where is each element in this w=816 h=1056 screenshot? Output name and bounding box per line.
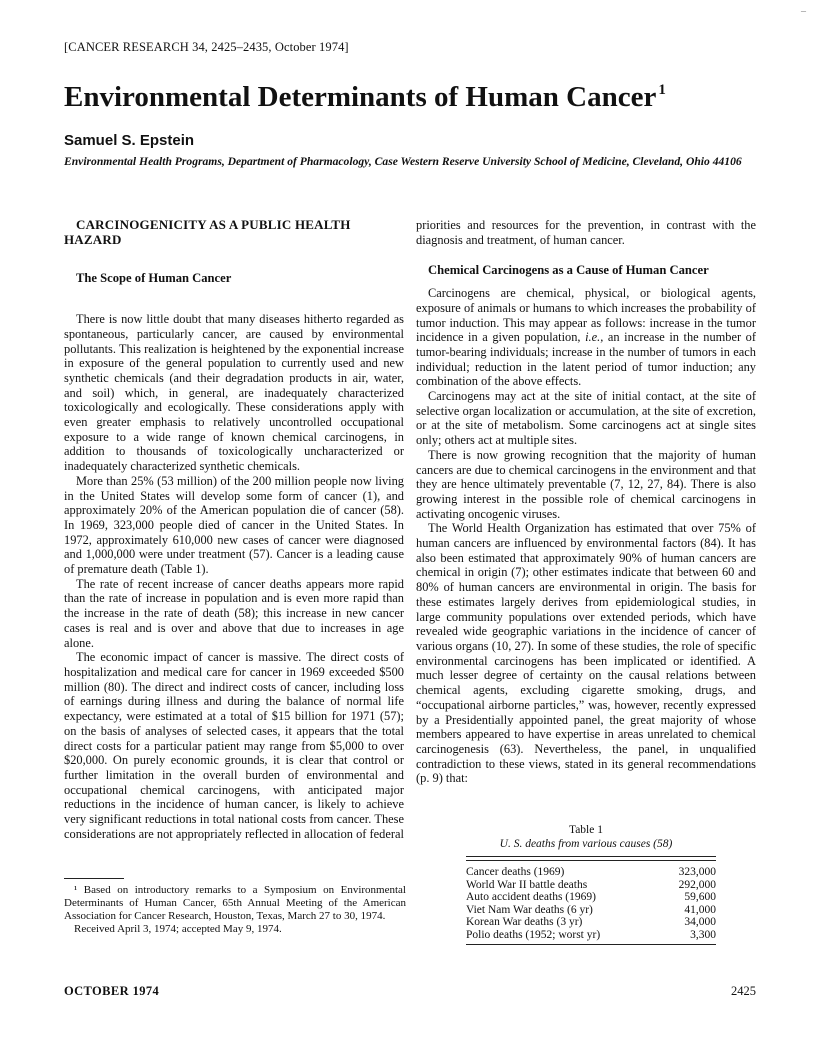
received-note: Received April 3, 1974; accepted May 9, 1974.: [74, 923, 282, 935]
paragraph: There is now growing recognition that the majority of human cancers are due to chemical carcinogens in the environment and that they are hence ultimately preventable (7, 12, 27, 84). There is also growing interest in the possible role of chemical carcinogens in activating oncogenic viruses.: [416, 447, 756, 521]
table-cell-cause: World War II battle deaths: [466, 878, 588, 891]
paragraph: The rate of recent increase of cancer deaths appears more rapid than the rate of increase in population and is even more rapid than the increase in the rate of death (58); this increase in new cancer cases is real and is over and above that due to increases in age alone.: [64, 576, 404, 650]
left-column: [64, 218, 404, 841]
table-cell-value: 323,000: [678, 866, 716, 878]
table-cell-value: 41,000: [684, 903, 716, 916]
subsection-heading-scope: The Scope of Human Cancer: [76, 271, 232, 286]
table-cell-value: 59,600: [684, 891, 716, 903]
paper-title-text: Environmental Determinants of Human Cancer: [64, 81, 657, 113]
paragraph-continuation: priorities and resources for the prevention, in contrast with the diagnosis and treatment, of human cancer.: [416, 218, 756, 247]
paragraph: Carcinogens may act at the site of initial contact, at the site of selective organ localization or accumulation, at the site of excretion, or at the site of metabolism. Some carcinogens act at single sites only; others act at multiple sites.: [416, 389, 756, 448]
footer-date: OCTOBER 1974: [64, 984, 160, 998]
paragraph: More than 25% (53 million) of the 200 million people now living in the United States will develop some form of cancer (1), and approximately 20% of the American population die of cancer (58). In 1969, 323,000 people died of cancer in the United States. In 1972, approximately 610,000 new cases of cancer were diagnosed and 1,000,000 were under treatment (57). Cancer is a leading cause of premature death (Table 1).: [64, 473, 404, 577]
table-cell-value: 292,000: [678, 878, 716, 891]
table-cell-value: 34,000: [684, 916, 716, 928]
table-row: [466, 866, 716, 879]
table-cell-value: 3,300: [690, 928, 716, 941]
table-cell-cause: Korean War deaths (3 yr): [466, 916, 583, 928]
paragraph-text: an increase in the number of tumor-bearing individuals; increase in the number of tumors in each individual; reduction in the latent period of tumor induction; any combination of the above effects.: [416, 330, 756, 389]
footnote-1: ¹ Based on introductory remarks to a Symposium on Environmental Determinants of Human Cancer, 65th Annual Meeting of the American Association for Cancer Research, Houston, Texas, March 27 to 30, 1974.: [64, 884, 406, 922]
table-row: [466, 879, 716, 892]
table-cell-cause: Cancer deaths (1969): [466, 866, 565, 878]
author-affiliation: Environmental Health Programs, Department of Pharmacology, Case Western Reserve University School of Medicine, Cleveland, Ohio 44106: [64, 155, 742, 168]
author-name: Samuel S. Epstein: [64, 132, 195, 149]
right-column: [416, 218, 756, 786]
table-rule-top-double: [466, 860, 716, 861]
paragraph-text: Carcinogens are chemical, physical, or biological agents, exposure of animals or humans to which increases the probability of tumor induction. This may appear as follows: increase in the tumor incidence in a given population,: [416, 286, 756, 345]
italic-ie: i.e.,: [585, 330, 604, 345]
footnotes: [64, 884, 406, 936]
table-caption: [416, 823, 756, 851]
table-label: Table 1: [568, 824, 603, 836]
table-row: [466, 904, 716, 917]
paragraph: The World Health Organization has estimated that over 75% of human cancers are influenced by environmental factors (84). It has also been estimated that approximately 90% of human cancers are chemical in origin (7); other estimates indicate that between 60 and 80% of human cancers are environmental in origin. The basis for these estimates largely derives from epidemiological studies, in large community populations over extended periods, which have revealed wide geographic variations in the incidence of cancer of various organs (10, 27). In some of these studies, the role of specific environmental carcinogens has been implicated or identified. A much lesser degree of certainty on the causal relations between chemical agents, excluding cigarette smoking, drugs, and “occupational airborne particles,” was, however, recently expressed by a Presidentially appointed panel, the great majority of whose members appeared to have expertise in areas unrelated to chemical carcinogenesis (63). Nevertheless, the panel, in unqualified contradiction to these views, stated in its general recommendations (p. 9) that:: [416, 521, 756, 786]
title-footnote-mark: 1: [658, 82, 666, 98]
paragraph: [416, 286, 756, 389]
section-heading: CARCINOGENICITY AS A PUBLIC HEALTH HAZARD: [64, 217, 351, 247]
table-cell-cause: Viet Nam War deaths (6 yr): [466, 903, 593, 916]
corner-mark: –: [801, 6, 806, 17]
page-number: 2425: [731, 984, 756, 998]
paragraph: There is now little doubt that many diseases hitherto regarded as spontaneous, particularly cancer, are caused by environmental pollutants. This realization is heightened by the exponential increase in exposure of the general population to currently used and new synthetic chemicals (and their degradation products in air, water, and soil) which, in general, are inadequately characterized toxicologically and ecologically. These considerations apply with even greater emphasis to relatively uncontrolled occupational exposure to a wide range of known chemical carcinogens, in addition to thousands of toxicologically uncharacterized or inadequately characterized synthetic chemicals.: [64, 312, 404, 474]
table-cell-cause: Polio deaths (1952; worst yr): [466, 928, 601, 941]
table-title: U. S. deaths from various causes (58): [499, 838, 673, 850]
paragraph: The economic impact of cancer is massive. The direct costs of hospitalization and medical care for cancer in 1969 exceeded $500 million (80). The direct and indirect costs of cancer, including loss of earnings during illness and during the balance of normal life expectancy, were estimated at a total of $15 billion for 1971 (57); on the basis of analyses of selected cases, it appears that the total direct costs for a particular patient may range from $5,000 to over $20,000. On purely economic grounds, it is clear that control or further limitation in the overall burden of environmental and occupational chemical carcinogens, with anticipated major reductions in the incidence of human cancer, is likely to achieve very significant reductions in total national costs from cancer. These considerations are not appropriately reflected in allocation of federal: [64, 650, 404, 841]
table-row: [466, 916, 716, 929]
table-row: [466, 891, 716, 904]
table-cell-cause: Auto accident deaths (1969): [466, 891, 596, 903]
footnote-rule: [64, 878, 124, 879]
subsection-heading-chemical: Chemical Carcinogens as a Cause of Human Cancer: [428, 263, 709, 278]
table-rule-top: [466, 856, 716, 857]
journal-citation: [CANCER RESEARCH 34, 2425–2435, October 1974]: [64, 40, 349, 54]
deaths-table: [466, 866, 716, 941]
paper-title: [64, 80, 666, 115]
table-row: [466, 929, 716, 942]
table-rule-bottom: [466, 944, 716, 945]
